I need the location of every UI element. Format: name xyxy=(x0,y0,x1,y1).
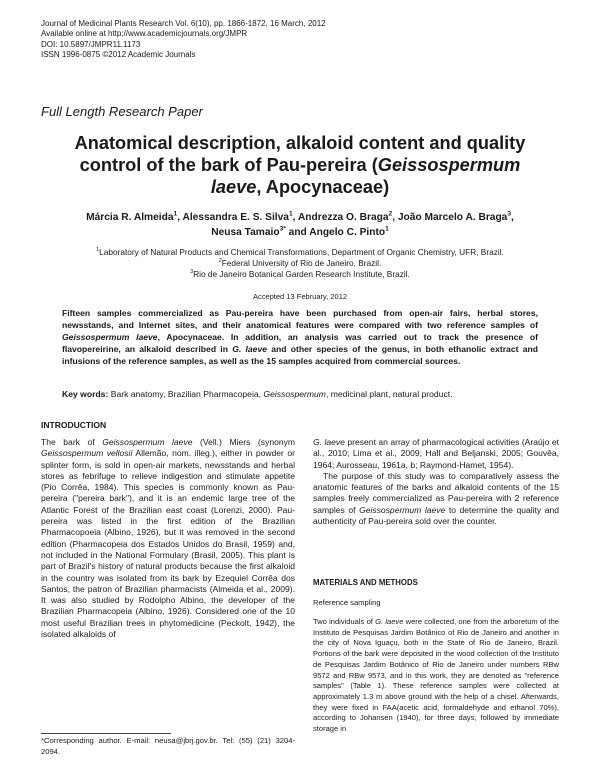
title-line3: , Apocynaceae) xyxy=(256,177,390,197)
affiliation: $^1$Laboratory of Natural Products and Chemical Transformations, Department of Organic Chemistry, UFR, Brazil. xyxy=(96,247,504,257)
accepted-date: Accepted 13 February, 2012 xyxy=(252,292,348,301)
title-line2: control of the bark of Pau-pereira ( xyxy=(79,155,378,175)
author-name: Andrezza O. Braga xyxy=(297,212,389,223)
author-name: João Marcelo A. Braga xyxy=(397,212,508,223)
paper-type: Full Length Research Paper xyxy=(41,104,203,119)
author-sup: 1 xyxy=(173,210,178,218)
footnote: *Corresponding author. E-mail: neusa@jbrj.gov.br. Tel: (55) (21) 3204-2094. xyxy=(41,736,295,756)
right-column xyxy=(313,437,559,527)
introduction-heading: INTRODUCTION xyxy=(41,420,107,430)
methods-heading: MATERIALS AND METHODS xyxy=(313,578,418,587)
affiliations xyxy=(50,247,550,280)
author-sup: 1 xyxy=(288,210,293,218)
methods-paragraph: Two individuals of G. laeve were collected, one from the arboretum of the Instituto de Pesquisas Jardim Botânico of Rio de Janeiro and another in the city of Nova Iguaçu, both in the State of Rio de Janeiro, Brazil. Portions of the bark were deposited in the wood collection of the Instituto de Pesquisas Jardim Botânico of Rio de Janeiro under numbers RBw 9572 and RBw 9573, and in this work, they are denoted as "reference samples" (Table 1). These reference samples were collected at approximately 1.3 m above ground with the help of a chisel. Afterwards, they were fixed in FAA(acetic acid, formaldehyde and ethanol 70%), according to Johansen (1940), for three days, followed by immediate storage in xyxy=(313,617,560,734)
author-name: Angelo C. Pinto xyxy=(309,227,386,238)
journal-header xyxy=(41,19,326,61)
journal-citation: Journal of Medicinal Plants Research Vol. 6(10), pp. 1866-1872, 16 March, 2012 xyxy=(41,19,326,28)
footnote-rule xyxy=(41,733,171,734)
affiliation: $^3$Rio de Janeiro Botanical Garden Research Institute, Brazil. xyxy=(190,269,410,279)
journal-issn: ISSN 1996-0875 ©2012 Academic Journals xyxy=(41,50,196,60)
abstract: Fifteen samples commercialized as Pau-pereira have been purchased from open-air fairs, herbal stores, newsstands, and Internet sites, and their anatomical features were compared with two reference samples of Geissospermum laeve, Apocynaceae. In addition, an analysis was carried out to track the presence of flavopereirine, an alkaloid described in G. laeve and other species of the genus, in both ethanolic extract and infusions of the reference samples, as well as the 15 samples acquired from commercial sources. xyxy=(62,308,538,367)
paragraph: The bark of Geissospermum laeve (Vell.) Miers (synonym Geissospermum vellosii Allemão, nom. illeg.), either in powder or splinter form, is sold in open-air markets, newsstands and herbal stores as febrifuge to relieve indigestion and stimulate appetite (Pio Corrêa, 1984). This species is commonly known as Pau-pereira ("pereira bark"), and it is an endemic large tree of the Atlantic Forest of the Brazilian east coast (Lorenzi, 2000). Pau-pereira was listed in the first edition of the Brazilian Pharmacopoeia (Albino, 1926), but it was removed in the second edition (Pharmacopeia dos Estados Unidos do Brasil, 1959) and, not included in the National Formulary (Brasil, 2005). This plant is part of Brazil's history of natural products because the first alkaloid in the country was isolated from its bark by Ezequiel Corrêa dos Santos, the patron of Brazilian pharmacists (Almeida et al., 2009). It was also studied by Rodolpho Albino, the developer of the Brazilian Pharmacopeia (Albino, 1926). Considered one of the 10 most useful Brazilian trees in phytomedicine (Peckolt, 1942), the isolated alkaloids of xyxy=(41,437,295,640)
author-sup: 1 xyxy=(385,225,389,233)
keywords-label: Key words: xyxy=(62,389,109,399)
author-name: Neusa Tamaio xyxy=(211,227,280,238)
title-line1: Anatomical description, alkaloid content and quality xyxy=(74,133,526,153)
title-genus: Geissospermum xyxy=(377,155,521,175)
methods-subheading: Reference sampling xyxy=(313,598,381,607)
journal-online: Available online at http://www.academicjournals.org/JMPR xyxy=(41,29,248,39)
author-name: Alessandra E. S. Silva xyxy=(182,212,289,223)
paragraph: The purpose of this study was to comparatively assess the anatomic features of the barks and alkaloid contents of the 15 samples freely commercialized as Pau-pereira with 2 reference samples of Geissospermum laeve to determine the quality and authenticity of Pau-pereira sold over the counter. xyxy=(313,470,559,527)
author-sup: 2 xyxy=(388,210,393,218)
keywords: Key words: Bark anatomy, Brazilian Pharmacopeia, Geissospermum, medicinal plant, natural product. xyxy=(62,389,453,399)
paragraph: G. laeve present an array of pharmacological activities (Araújo et al., 2010; Lima et al., 2009; Hall and Beljanski, 2005; Gouvêa, 1964; Aurosseau, 1961a, b; Raymond-Hamet, 1954). xyxy=(313,437,559,470)
author-name: Márcia R. Almeida xyxy=(86,212,174,223)
journal-doi: DOI: 10.5897/JMPR11.1173 xyxy=(41,39,141,49)
paper-title xyxy=(50,132,550,198)
author-sup: 3 xyxy=(507,210,512,218)
author-list: Márcia R. Almeida$^1$, Alessandra E. S. Silva$^1$, Andrezza O. Braga$^2$, João Marcelo A. Braga$^3$, Neusa Tamaio$^{3*}$ and Angelo C. Pinto$^1$ xyxy=(86,210,514,238)
title-species: laeve xyxy=(210,177,257,197)
left-column xyxy=(41,437,295,640)
author-sup: 3* xyxy=(279,225,286,233)
affiliation: $^2$Federal University of Rio de Janeiro, Brazil. xyxy=(218,258,382,268)
